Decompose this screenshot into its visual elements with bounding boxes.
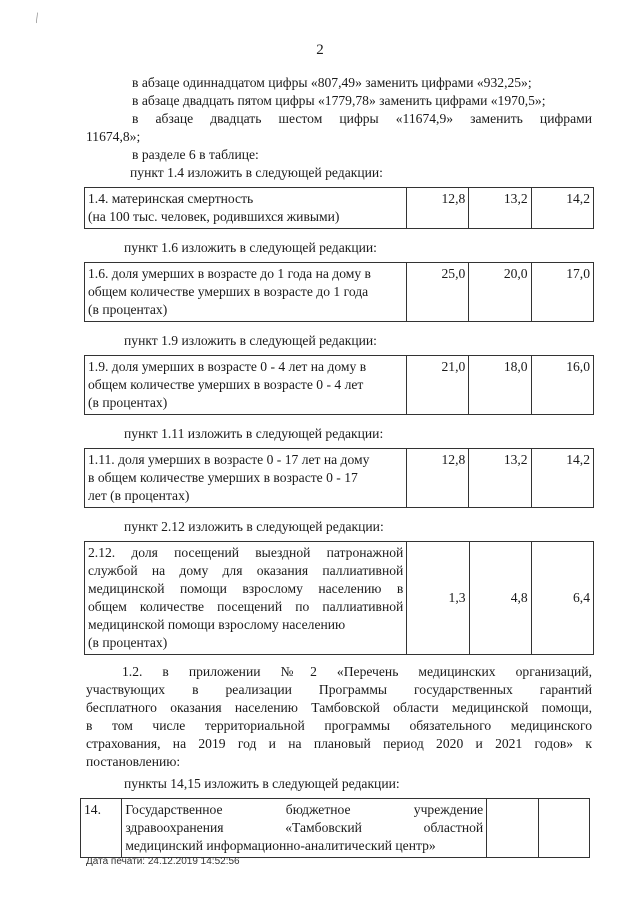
instruction-2-12: пункт 2.12 изложить в следующей редакции: <box>124 519 384 534</box>
value-2019: 25,0 <box>406 263 468 322</box>
value-2020: 18,0 <box>469 356 531 415</box>
table-row <box>81 799 590 858</box>
indicator-description: 1.6. доля умерших в возрасте до 1 года на дому в общем количестве умерших в возрасте до 1 года (в процентах) <box>85 263 407 322</box>
value-2020: 20,0 <box>469 263 531 322</box>
paragraph-1: в абзаце одиннадцатом цифры «807,49» заменить цифрами «932,25»; <box>132 75 532 90</box>
value-2021: 14,2 <box>531 449 593 508</box>
value-2019: 1,3 <box>407 542 469 655</box>
table-row <box>85 449 594 508</box>
corner-mark: ⁄ <box>32 10 42 25</box>
print-date: Дата печати: 24.12.2019 14:52:56 <box>86 856 240 867</box>
table-row <box>85 356 594 415</box>
indicator-table-2-12 <box>84 541 594 655</box>
indicator-description: 2.12. доля посещений выездной патронажной службой на дому для оказания паллиативной медицинской помощи взрослому населению в общем количестве посещений по паллиативной медицинской помощи взрослому населению (в процентах) <box>85 542 407 655</box>
indicator-description: 1.9. доля умерших в возрасте 0 - 4 лет на дому в общем количестве умерших в возрасте 0 - 4 лет (в процентах) <box>85 356 407 415</box>
value-2020: 4,8 <box>469 542 531 655</box>
value-2019: 21,0 <box>406 356 468 415</box>
paragraph-2: в абзаце двадцать пятом цифры «1779,78» заменить цифрами «1970,5»; <box>132 93 546 108</box>
instruction-1-4: пункт 1.4 изложить в следующей редакции: <box>130 165 383 180</box>
value-2021: 16,0 <box>531 356 593 415</box>
org-number: 14. <box>81 799 122 858</box>
instruction-1-9: пункт 1.9 изложить в следующей редакции: <box>124 333 377 348</box>
indicator-description: 1.11. доля умерших в возрасте 0 - 17 лет на дому в общем количестве умерших в возрасте 0 - 17 лет (в процентах) <box>85 449 407 508</box>
organization-table <box>80 798 590 858</box>
org-name: Государственное бюджетное учреждение здравоохранения «Тамбовский областной медицинский информационно-аналитический центр» <box>122 799 487 858</box>
org-empty-cell <box>538 799 589 858</box>
indicator-table-1-4 <box>84 187 594 229</box>
indicator-description: 1.4. материнская смертность (на 100 тыс. человек, родившихся живыми) <box>85 188 407 229</box>
instruction-1-11: пункт 1.11 изложить в следующей редакции: <box>124 426 384 441</box>
table-row <box>85 542 594 655</box>
value-2020: 13,2 <box>469 449 531 508</box>
indicator-table-1-6 <box>84 262 594 322</box>
appendix-paragraph: 1.2. в приложении №2 «Перечень медицинских организаций, участвующих в реализации Программы государственных гарантий бесплатного оказания населению Тамбовской области медицинской помощи, в том числе территориальной программы обязательного медицинского страхования, на 2019 год и на плановый период 2020 и 2021 годов» к постановлению: <box>86 664 592 769</box>
value-2019: 12,8 <box>406 449 468 508</box>
indicator-table-1-11 <box>84 448 594 508</box>
value-2021: 17,0 <box>531 263 593 322</box>
value-2021: 14,2 <box>531 188 593 229</box>
table-row <box>85 188 594 229</box>
paragraph-3-line-1: в абзаце двадцать шестом цифры «11674,9» заменить цифрами <box>132 111 592 126</box>
value-2019: 12,8 <box>406 188 468 229</box>
paragraph-4: в разделе 6 в таблице: <box>132 147 259 162</box>
page-number: 2 <box>316 42 324 58</box>
org-empty-cell <box>487 799 538 858</box>
document-body <box>86 74 592 858</box>
value-2021: 6,4 <box>531 542 593 655</box>
instruction-1-6: пункт 1.6 изложить в следующей редакции: <box>124 240 377 255</box>
value-2020: 13,2 <box>469 188 531 229</box>
indicator-table-1-9 <box>84 355 594 415</box>
paragraph-3-line-2: 11674,8»; <box>86 129 141 144</box>
table-row <box>85 263 594 322</box>
points-instruction: пункты 14,15 изложить в следующей редакции: <box>124 776 400 791</box>
